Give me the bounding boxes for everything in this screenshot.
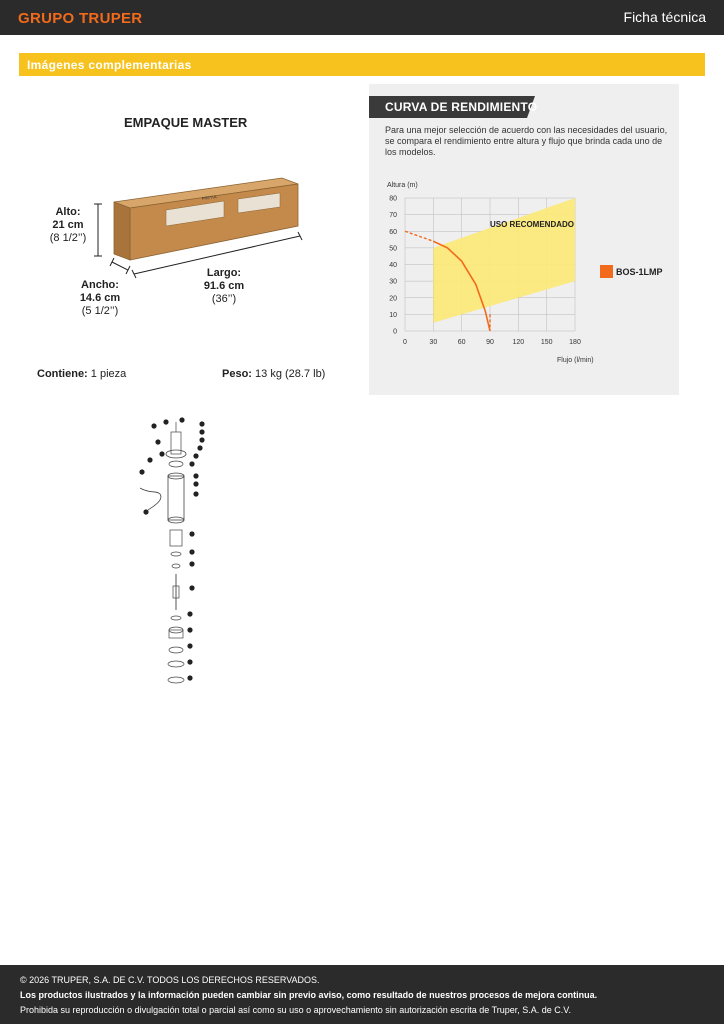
part-callout-dot [187, 611, 192, 616]
recommended-zone [433, 198, 575, 323]
part-callout-dot [151, 423, 156, 428]
part-callout-dot [189, 461, 194, 466]
part-callout-dot [189, 549, 194, 554]
x-tick-label: 90 [486, 339, 494, 346]
part-callout-dot [179, 417, 184, 422]
part-callout-dot [199, 437, 204, 442]
x-tick-label: 30 [429, 339, 438, 346]
y-tick-label: 40 [389, 262, 397, 269]
part-callout-dot [193, 481, 198, 486]
y-tick-label: 70 [389, 212, 397, 220]
part-callout-dot [147, 457, 152, 462]
part-callout-dot [189, 561, 194, 566]
x-tick-label: 120 [512, 339, 525, 346]
legend-swatch [600, 265, 613, 278]
exploded-parts-diagram [138, 414, 216, 692]
part-callout-dot [199, 429, 204, 434]
footer-notice: Los productos ilustrados y la información pueden cambiar sin previo aviso, como resultado de nuestros procesos de mejora continua. [20, 990, 598, 1000]
x-tick-label: 150 [540, 339, 553, 346]
recommended-zone-label: USO RECOMENDADO [490, 220, 575, 229]
y-tick-label: 80 [389, 195, 397, 203]
footer-copyright: © 2026 TRUPER, S.A. DE C.V. TODOS LOS DERECHOS RESERVADOS. [20, 975, 320, 985]
performance-title: CURVA DE RENDIMIENTO [385, 100, 538, 114]
part-callout-dot [197, 445, 202, 450]
part-callout-dot [187, 643, 192, 648]
document-type: Ficha técnica [623, 9, 706, 25]
y-tick-label: 30 [389, 278, 397, 286]
height-dimension: Alto: 21 cm (8 1/2’’) [49, 206, 87, 244]
y-tick-label: 50 [389, 245, 397, 253]
x-tick-label: 180 [569, 339, 581, 346]
legend-series-name: BOS-1LMP [616, 267, 663, 277]
y-tick-label: 10 [389, 311, 397, 319]
x-tick-label: 0 [403, 339, 407, 346]
section-title: Imágenes complementarias [27, 58, 192, 72]
part-callout-dot [193, 473, 198, 478]
x-tick-label: 60 [457, 339, 466, 346]
performance-panel [369, 84, 679, 395]
part-callout-dot [187, 659, 192, 664]
width-dimension: Ancho: 14.6 cm (5 1/2’’) [79, 279, 121, 317]
contents-info: Contiene: 1 pieza [37, 368, 127, 380]
brand-logo: GRUPO TRUPER [18, 10, 143, 27]
part-callout-dot [193, 491, 198, 496]
y-axis-label: Altura (m) [387, 182, 418, 189]
part-callout-dot [189, 531, 194, 536]
packaging-title: EMPAQUE MASTER [124, 115, 248, 130]
section-header [19, 53, 705, 76]
y-tick-label: 20 [389, 295, 397, 303]
part-callout-dot [139, 469, 144, 474]
part-callout-dot [187, 627, 192, 632]
top-bar [0, 0, 724, 35]
y-tick-label: 0 [393, 328, 397, 336]
x-axis-label: Flujo (l/min) [557, 357, 594, 364]
y-tick-label: 60 [389, 228, 397, 236]
packaging-box-illustration [90, 170, 315, 280]
svg-text:PRETUL: PRETUL [201, 193, 218, 201]
footer-prohibition: Prohibida su reproducción o divulgación total o parcial así como su uso o aprovechamiento sin autorización escrita de Truper, S.A. de C.V. [20, 1005, 571, 1015]
part-callout-dot [159, 451, 164, 456]
performance-chart [369, 84, 679, 395]
performance-description: Para una mejor selección de acuerdo con las necesidades del usuario, se compara el rendimiento entre altura y flujo que brinda cada uno de los modelos. [385, 125, 668, 157]
length-dimension: Largo: 91.6 cm (36’’) [203, 267, 245, 305]
part-callout-dot [189, 585, 194, 590]
weight-info: Peso: 13 kg (28.7 lb) [222, 368, 326, 380]
part-callout-dot [199, 421, 204, 426]
part-callout-dot [187, 675, 192, 680]
footer [0, 965, 724, 1024]
part-callout-dot [143, 509, 148, 514]
part-callout-dot [155, 439, 160, 444]
series-dashed-start [405, 231, 433, 241]
part-callout-dot [163, 419, 168, 424]
part-callout-dot [193, 453, 198, 458]
